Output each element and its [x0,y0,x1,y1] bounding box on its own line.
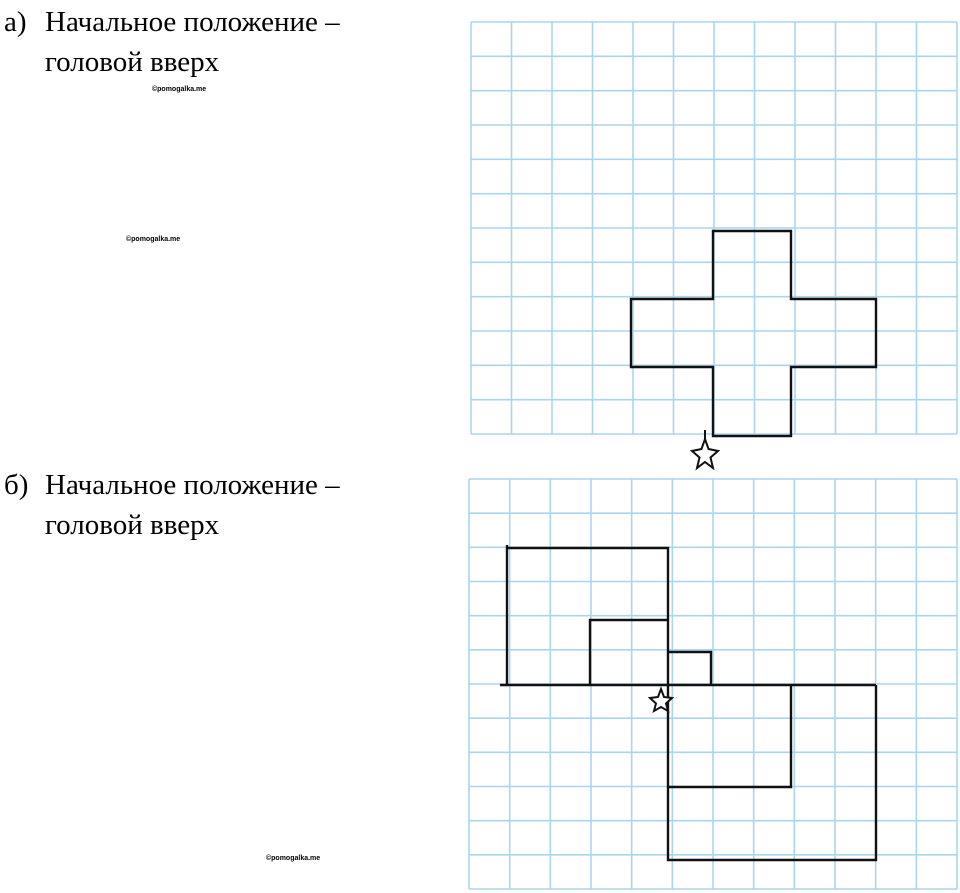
figure-b-squares [500,545,876,860]
task-b-text-2: головой вверх [45,509,220,541]
task-a-text-1: Начальное положение – [45,6,340,38]
figure-b-large-square-bottom [668,685,876,860]
figure-b-lower-square [668,685,791,787]
watermark-2: ©pomogalka.me [126,236,181,243]
watermark-1: ©pomogalka.me [152,86,207,93]
figure-b-small-square [668,652,711,685]
watermark-3: ©pomogalka.me [266,855,321,862]
figure-b-medium-square [590,620,668,685]
task-a-marker: а) [4,6,27,38]
star-icon-a [692,439,718,468]
task-a-text-2: головой вверх [45,46,220,78]
task-b-marker: б) [4,469,29,501]
task-b-text-1: Начальное положение – [45,469,340,501]
